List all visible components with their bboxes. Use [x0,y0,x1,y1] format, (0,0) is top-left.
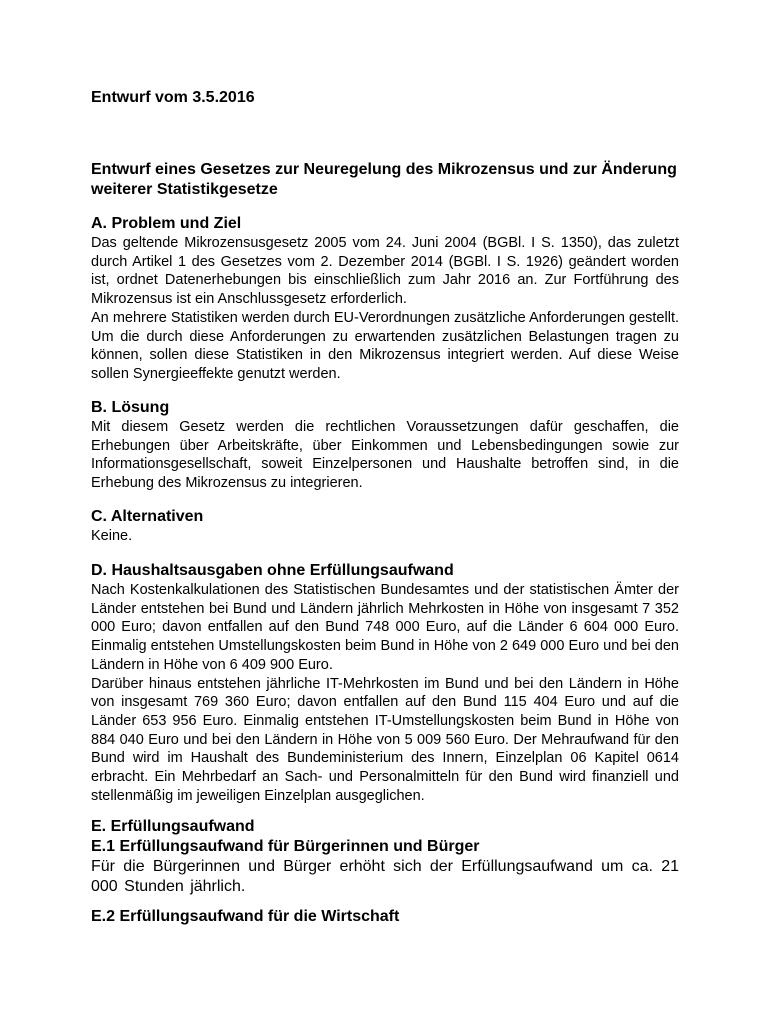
section-paragraph: Nach Kostenkalkulationen des Statistischen Bundesamtes und der statistischen Ämter der Länder entstehen bei Bund und Ländern jährlich Mehrkosten in Höhe von insgesamt 7 352 000 Euro; davon entfallen auf den Bund 748 000 Euro, auf die Länder 6 604 000 Euro. Einmalig entstehen Umstellungskosten beim Bund in Höhe von 2 649 000 Euro und bei den Ländern in Höhe von 6 409 900 Euro. [91,582,679,673]
section-paragraph: Mit diesem Gesetz werden die rechtlichen Voraussetzungen dafür geschaffen, die Erhebungen über Arbeitskräfte, über Einkommen und Lebensbedingungen sowie zur Informationsgesellschaft, soweit Einzelpersonen und Haushalte betroffen sind, in die Erhebung des Mikrozensus zu integrieren. [91,419,679,492]
section-problem-und-ziel [91,214,679,384]
section-heading: A. Problem und Ziel [91,215,242,232]
section-paragraph: Keine. [91,528,133,544]
section-haushaltsausgaben [91,561,679,805]
section-paragraph: An mehrere Statistiken werden durch EU-Verordnungen zusätzliche Anforderungen gestellt. Um die durch diese Anforderungen zu erwartenden zusätzlichen Belastungen tragen zu können, sollen diese Statistiken in den Mikrozensus integriert werden. Auf diese Weise sollen Synergieeffekte genutzt werden. [91,309,679,382]
section-loesung [91,398,679,493]
section-erfuellungsaufwand-wirtschaft [91,907,679,927]
section-erfuellungsaufwand [91,817,679,897]
section-heading: C. Alternativen [91,508,204,525]
section-heading: D. Haushaltsausgaben ohne Erfüllungsaufwand [91,562,454,579]
subsection-heading: E.1 Erfüllungsaufwand für Bürgerinnen und Bürger [91,838,480,855]
section-heading: E. Erfüllungsaufwand [91,818,255,835]
document-title: Entwurf eines Gesetzes zur Neuregelung des Mikrozensus und zur Änderung weiterer Statistikgesetze [91,161,677,198]
subsection-heading: E.2 Erfüllungsaufwand für die Wirtschaft [91,908,400,925]
section-paragraph: Das geltende Mikrozensusgesetz 2005 vom 24. Juni 2004 (BGBl. I S. 1350), das zuletzt durch Artikel 1 des Gesetzes vom 2. Dezember 2014 (BGBl. I S. 1926) geändert worden ist, ordnet Datenerhebungen bis einschließlich zum Jahr 2016 an. Zur Fortführung des Mikrozensus ist ein Anschlussgesetz erforderlich. [91,235,679,308]
section-heading: B. Lösung [91,399,170,416]
section-paragraph: Darüber hinaus entstehen jährliche IT-Mehrkosten im Bund und bei den Ländern in Höhe von insgesamt 769 360 Euro; davon entfallen auf den Bund 115 404 Euro und auf die Länder 653 956 Euro. Einmalig entstehen IT-Umstellungskosten beim Bund in Höhe von 884 040 Euro und bei den Ländern in Höhe von 5 009 560 Euro. Der Mehraufwand für den Bund wird im Haushalt des Bundeministerium des Innern, Einzelplan 06 Kapitel 0614 erbracht. Ein Mehrbedarf an Sach- und Personalmitteln für den Bund wird finanziell und stellenmäßig im jeweiligen Einzelplan ausgeglichen. [91,675,679,804]
draft-date: Entwurf vom 3.5.2016 [91,89,255,106]
section-paragraph: Für die Bürgerinnen und Bürger erhöht sich der Erfüllungsaufwand um ca. 21 000 Stunden jährlich. [91,858,679,895]
section-alternativen [91,507,679,546]
